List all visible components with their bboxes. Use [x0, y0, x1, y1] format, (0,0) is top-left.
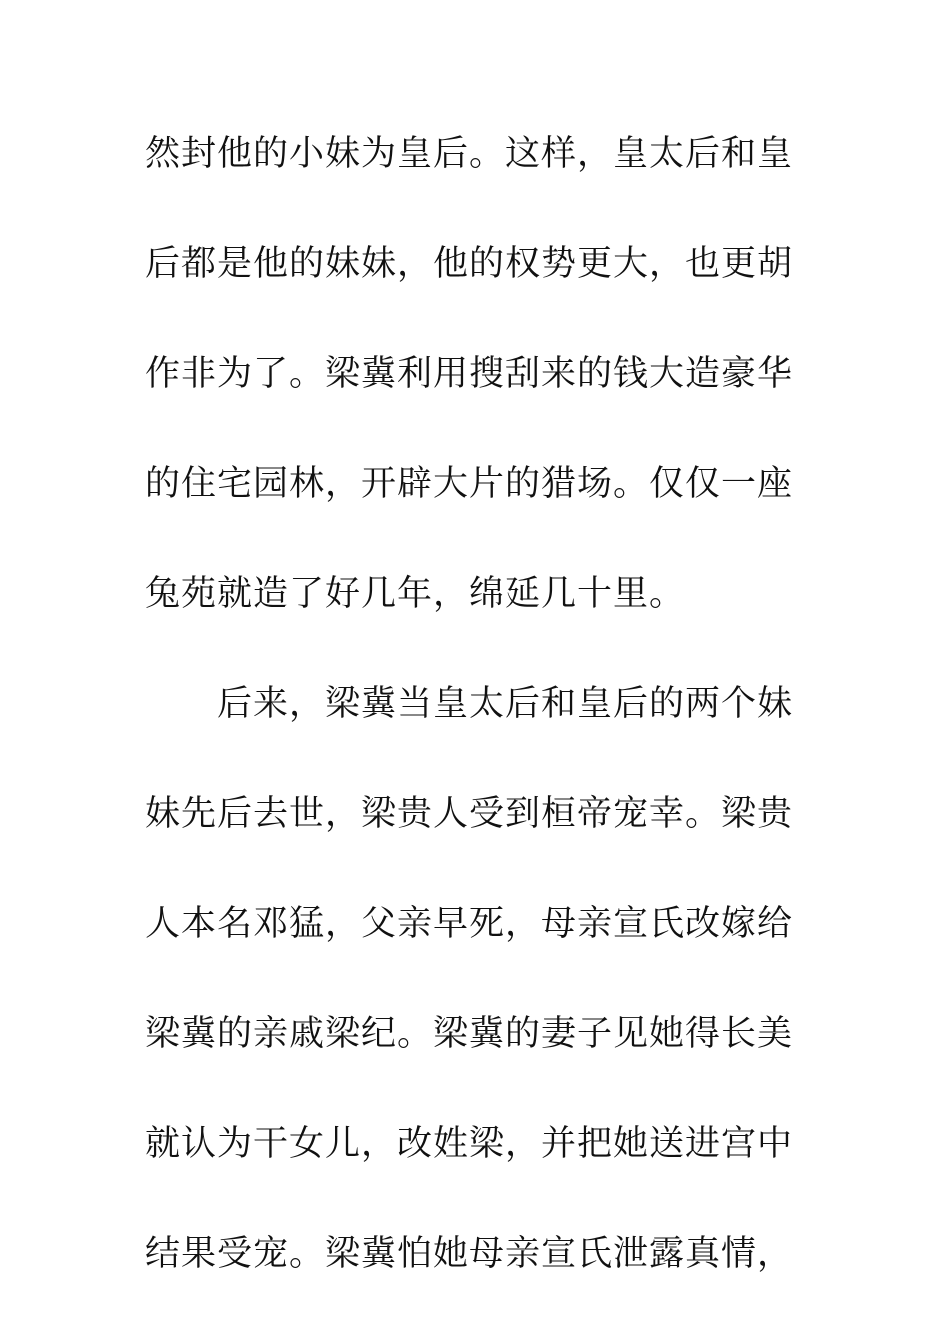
text-line: 就认为干女儿，改姓梁，并把她送进宫中 — [145, 1124, 794, 1164]
text-line: 后都是他的妹妹，他的权势更大，也更胡 — [145, 244, 794, 284]
text-line: 妹先后去世，梁贵人受到桓帝宠幸。梁贵 — [145, 794, 794, 834]
paragraph-start-line: 后来，梁冀当皇太后和皇后的两个妹 — [217, 684, 794, 724]
text-line: 然封他的小妹为皇后。这样，皇太后和皇 — [145, 134, 794, 174]
text-line: 人本名邓猛，父亲早死，母亲宣氏改嫁给 — [145, 904, 794, 944]
text-line: 作非为了。梁冀利用搜刮来的钱大造豪华 — [145, 354, 794, 394]
body-text — [145, 128, 825, 1338]
text-line: 梁冀的亲戚梁纪。梁冀的妻子见她得长美 — [145, 1014, 794, 1054]
text-line: 结果受宠。梁冀怕她母亲宣氏泄露真情， — [145, 1234, 794, 1274]
text-line: 的住宅园林，开辟大片的猎场。仅仅一座 — [145, 464, 794, 504]
text-line: 兔苑就造了好几年，绵延几十里。 — [145, 574, 686, 614]
